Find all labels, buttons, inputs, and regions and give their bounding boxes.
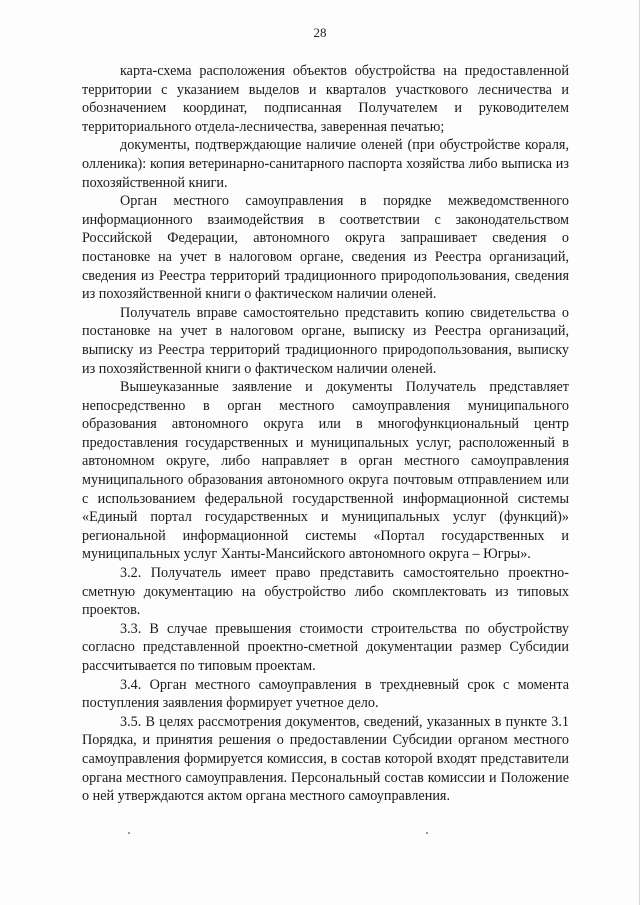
paragraph-map-scheme: карта-схема расположения объектов обустройства на предоставленной территории с указанием выделов и кварталов участкового лесничества и обозначением координат, подписанная Получателем и руководителем территориального отдела-лесничества, заверенная печатью; [82, 63, 569, 135]
paragraph-recipient-right: Получатель вправе самостоятельно представить копию свидетельства о постановке на учет в налоговом органе, выписку из Реестра организаций, выписку из Реестра территорий традиционного природопользования, выписку из похозяйственной книги о фактическом наличии оленей. [82, 304, 569, 377]
paragraph-interagency-request: Орган местного самоуправления в порядке межведомственного информационного взаимодействия в соответствии с законодательством Российской Федерации, автономного округа запрашивает сведения о постановке на учет в налоговом органе, сведения из Реестра организаций, сведения из Реестра территорий традиционного природопользования, сведения из похозяйственной книги о фактическом наличии оленей. [82, 193, 569, 303]
page-number: 28 [313, 25, 327, 40]
paragraph-3-4: 3.4. Орган местного самоуправления в трехдневный срок с момента поступления заявления формирует учетное дело. [82, 676, 569, 712]
paragraph-deer-documents: документы, подтверждающие наличие оленей (при обустройстве кораля, олленика): копия ветеринарно-санитарного паспорта хозяйства либо выписка из похозяйственной книги. [82, 137, 569, 191]
document-body [82, 62, 569, 806]
paragraph-3-2: 3.2. Получатель имеет право представить самостоятельно проектно-сметную документацию на обустройство либо скомплектовать из типовых проектов. [82, 565, 569, 619]
paragraph-submission-methods: Вышеуказанные заявление и документы Получатель представляет непосредственно в орган местного самоуправления муниципального образования автономного округа или в многофункциональный центр предоставления государственных и муниципальных услуг, расположенный в автономном округе, либо направляет в орган местного самоуправления муниципального образования автономного округа почтовым отправлением или с использованием федеральной государственной информационной системы «Единый портал государственных и муниципальных услуг (функций)» региональной информационной системы «Портал государственных и муниципальных услуг Ханты-Мансийского автономного округа – Югры». [82, 379, 569, 563]
paragraph-3-5: 3.5. В целях рассмотрения документов, сведений, указанных в пункте 3.1 Порядка, и принятия решения о предоставлении Субсидии органом местного самоуправления формируется комиссия, в состав которой входят представители органа местного самоуправления. Персональный состав комиссии и Положение о ней утверждаются актом органа местного самоуправления. [82, 713, 569, 805]
scan-speck-right [426, 832, 428, 834]
scan-speck-left [128, 832, 130, 834]
paragraph-3-3: 3.3. В случае превышения стоимости строительства по обустройству согласно представленной проектно-сметной документации размер Субсидии рассчитывается по типовым проектам. [82, 620, 569, 674]
